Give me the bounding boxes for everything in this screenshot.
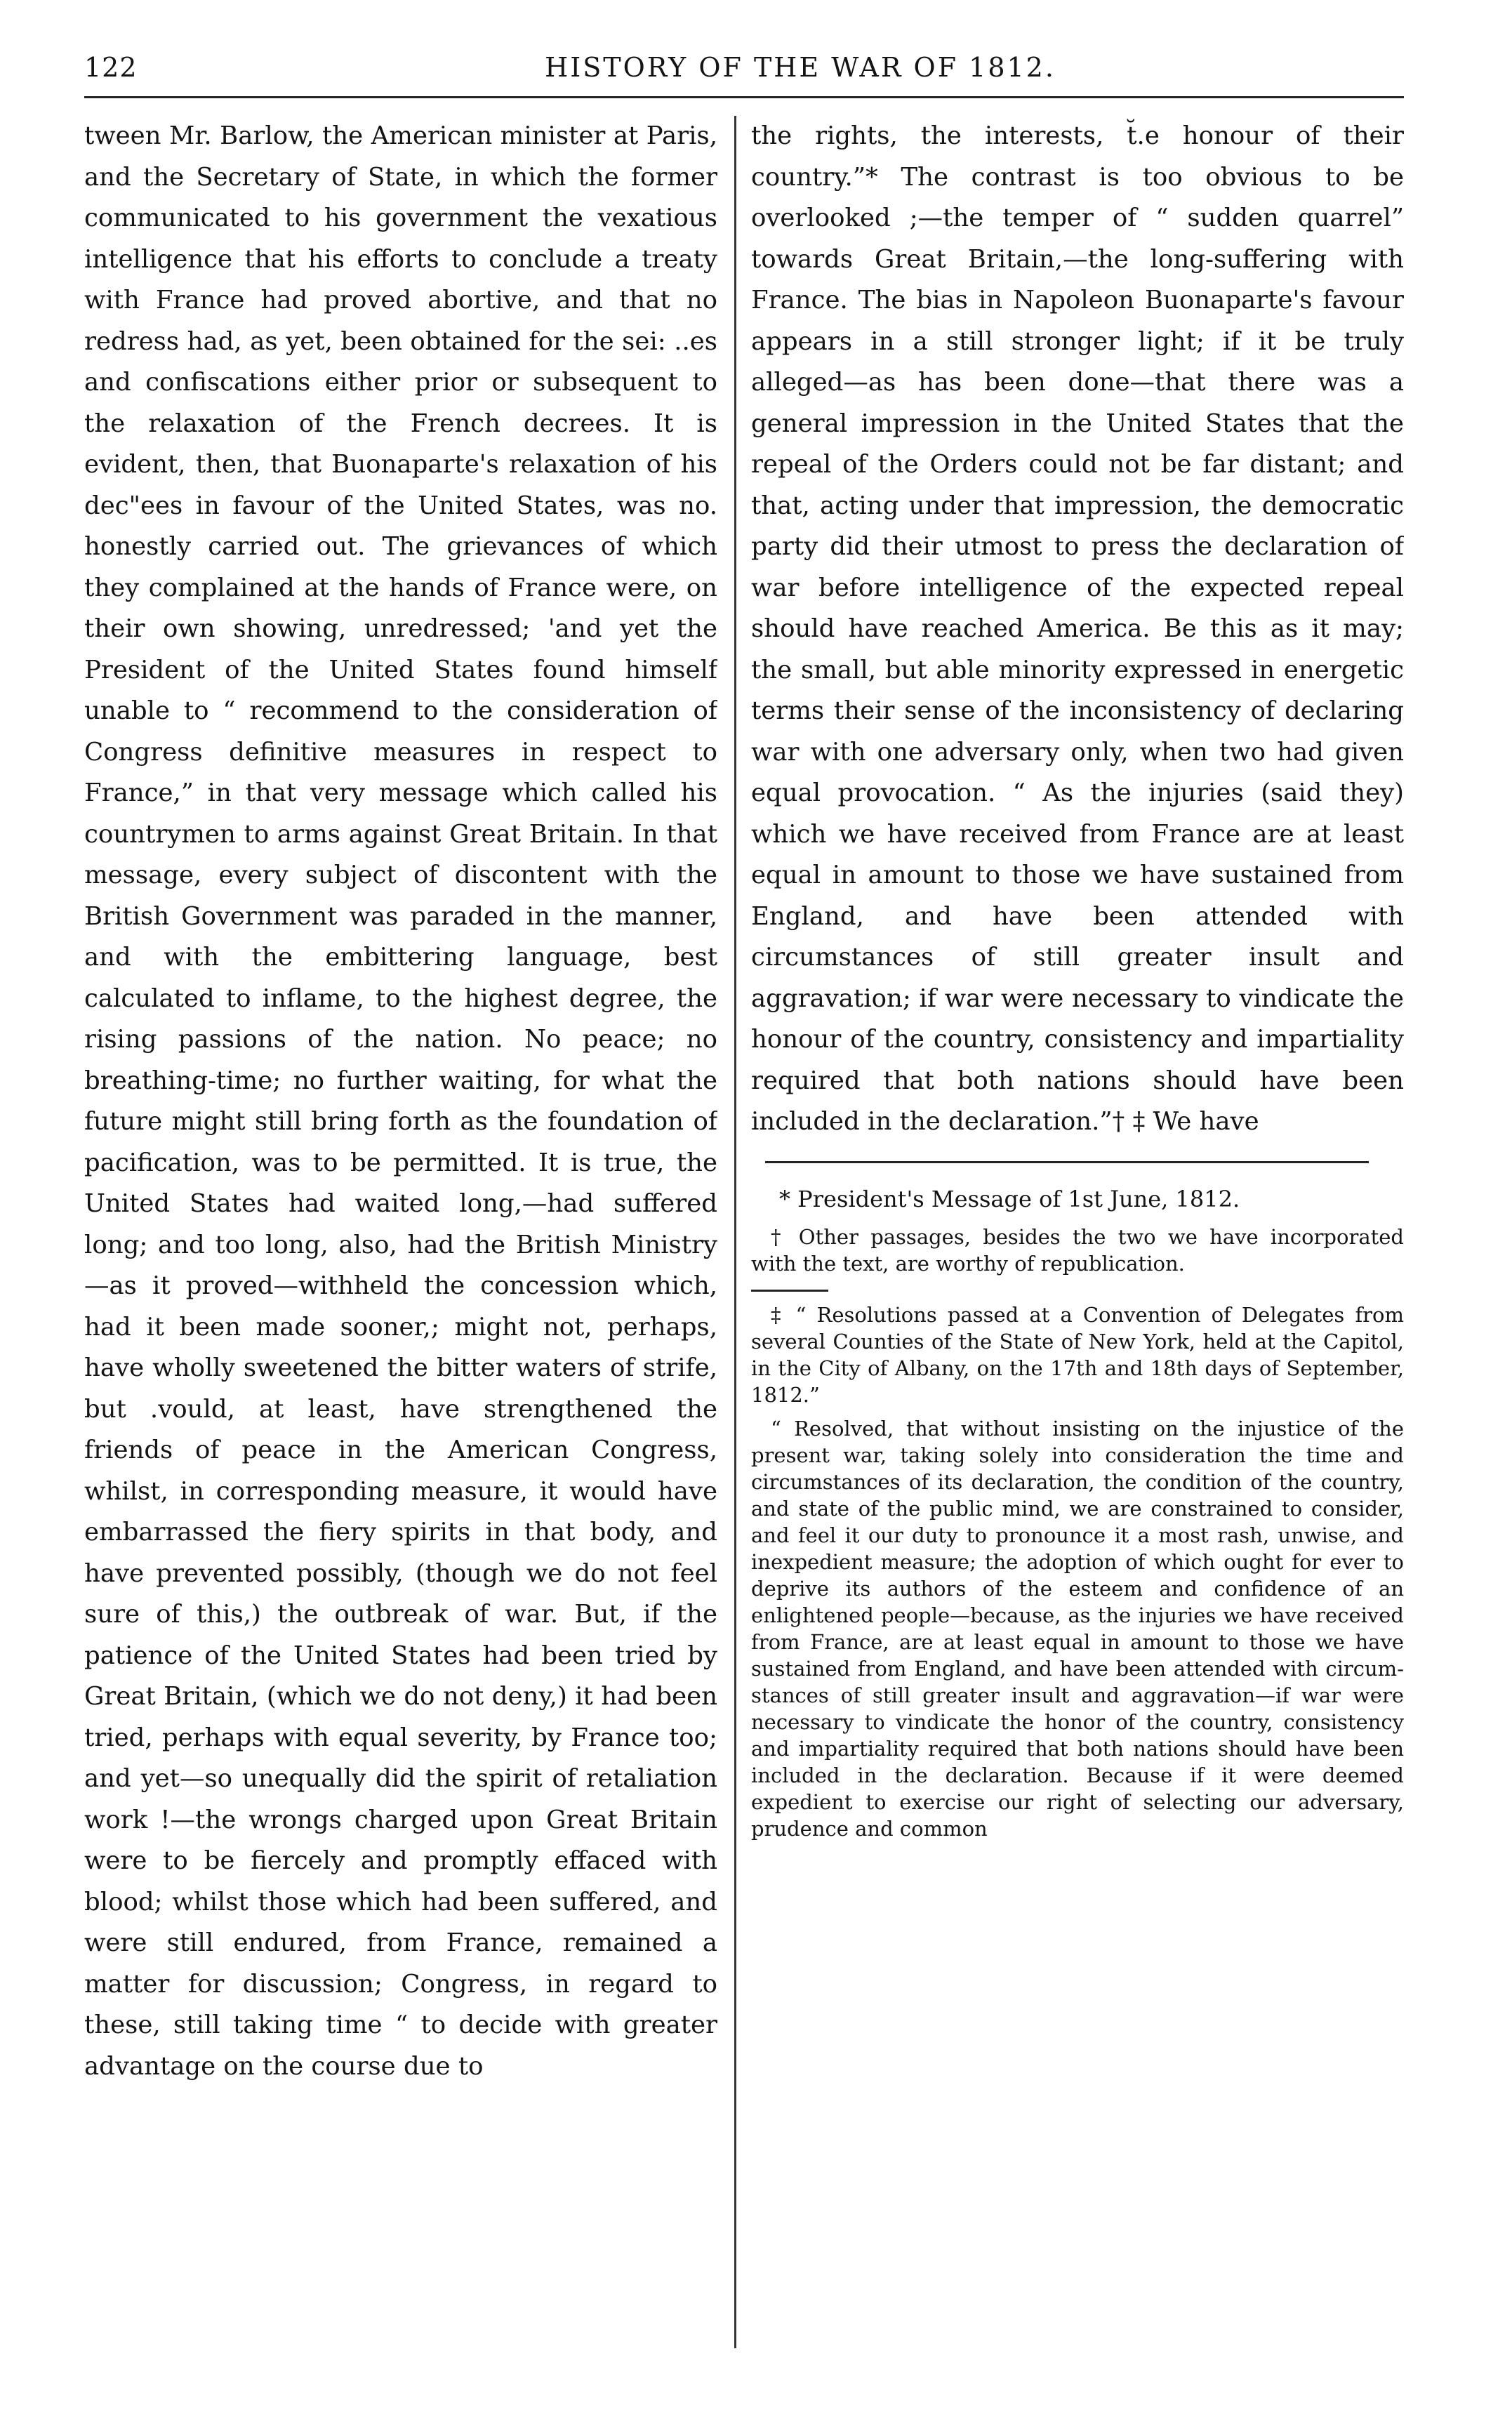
footnotes bbox=[751, 1181, 1404, 1842]
column-divider bbox=[734, 116, 736, 2348]
footnote-dagger: † Other passages, besides the two we have incorporated with the text, are worthy of republication. bbox=[751, 1224, 1404, 1276]
running-title: HISTORY OF THE WAR OF 1812. bbox=[545, 52, 1056, 83]
running-head bbox=[84, 49, 1404, 98]
footnote-resolution-quote: “ Resolved, that without insisting on the injustice of the present war, taking solely into consideration the time and circumstances of its declaration, the condition of the country, and state of the public mind, we are constrained to consider, and feel it our duty to pronounce it a most rash, unwise, and inexpedient measure; the adoption of which ought for ever to deprive its authors of the esteem and confidence of an enlightened people—because, as the injuries we have received from France, are at least equal in amount to those we have sustained from England, and have been attended with circumstances of still greater insult and aggravation—if war were necessary to vindicate the honor of the country, consistency and impartiality required that both nations should have been included in the declaration. Because if it were deemed expedient to exercise our right of selecting our adversary, prudence and common bbox=[751, 1416, 1404, 1841]
right-column-text: the rights, the interests, t̆.e honour of their country.”* The contrast is too obvious to be overlooked ;—the temper of “ sudden quarrel” towards Great Britain,—the long-suffering with France. The bias in Napoleon Buonaparte's favour appears in a still stronger light; if it be truly alleged—as has been done—that there was a general impression in the United States that the repeal of the Orders could not be far distant; and that, acting under that impression, the democratic party did their utmost to press the declaration of war before intelligence of the expected repeal should have reached America. Be this as it may; the small, but able minority expressed in energetic terms their sense of the inconsistency of declaring war with one adversary only, when two had given equal provocation. “ As the injuries (said they) which we have received from France are at least equal in amount to those we have sustained from England, and have been attended with circumstances of still greater insult and aggravation; if war were necessary to vindicate the honour of the country, consistency and impartiality required that both nations should have been included in the declaration.”† ‡ We have bbox=[751, 121, 1404, 1136]
footnote-star: * President's Message of 1st June, 1812. bbox=[779, 1185, 1240, 1212]
left-column bbox=[84, 116, 717, 2362]
footnote-divider bbox=[765, 1161, 1369, 1163]
book-page bbox=[84, 49, 1404, 2366]
left-column-text: tween Mr. Barlow, the American minister at Paris, and the Secretary of State, in which the former communicated to his government the vexatious intelligence that his efforts to conclude a treaty with France had proved abortive, and that no redress had, as yet, been obtained for the sei: ..es and confiscations either prior or subsequent to the relaxation of the French decrees. It is evident, then, that Buonaparte's relaxation of his dec"ees in favour of the United States, was no. honestly carried out. The grievances of which they complained at the hands of France were, on their own showing, unredressed; 'and yet the President of the United States found himself unable to “ recommend to the consideration of Congress definitive measures in respect to France,” in that very message which called his countrymen to arms against Great Britain. In that message, every subject of discontent with the British Government was paraded in the manner, and with the embittering language, best calculated to inflame, to the highest degree, the rising passions of the nation. No peace; no breathing-time; no further waiting, for what the future might still bring forth as the foundation of pacification, was to be permitted. It is true, the United States had waited long,—had suffered long; and too long, also, had the British Ministry—as it proved—withheld the concession which, had it been made sooner,; might not, perhaps, have wholly sweetened the bitter waters of strife, but .vould, at least, have strengthened the friends of peace in the American Congress, whilst, in corresponding measure, it would have embarrassed the fiery spirits in that body, and have prevented possibly, (though we do not feel sure of this,) the outbreak of war. But, if the patience of the United States had been tried by Great Britain, (which we do not deny,) it had been tried, perhaps with equal severity, by France too; and yet—so unequally did the spirit of retaliation work !—the wrongs charged upon Great Britain were to be fiercely and promptly effaced with blood; whilst those which had been suffered, and were still endured, from France, remained a matter for discussion; Congress, in regard to these, still taking time “ to decide with greater advantage on the course due to bbox=[84, 121, 717, 2081]
two-column-body bbox=[84, 116, 1404, 2362]
footnote-double-dagger: ‡ “ Resolutions passed at a Convention of Delegates from several Counties of the State of New York, held at the Capitol, in the City of Albany, on the 17th and 18th days of September, 1812.” bbox=[751, 1302, 1404, 1407]
right-column bbox=[751, 116, 1404, 2362]
page-number: 122 bbox=[84, 52, 138, 83]
footnote-short-divider bbox=[751, 1290, 828, 1292]
